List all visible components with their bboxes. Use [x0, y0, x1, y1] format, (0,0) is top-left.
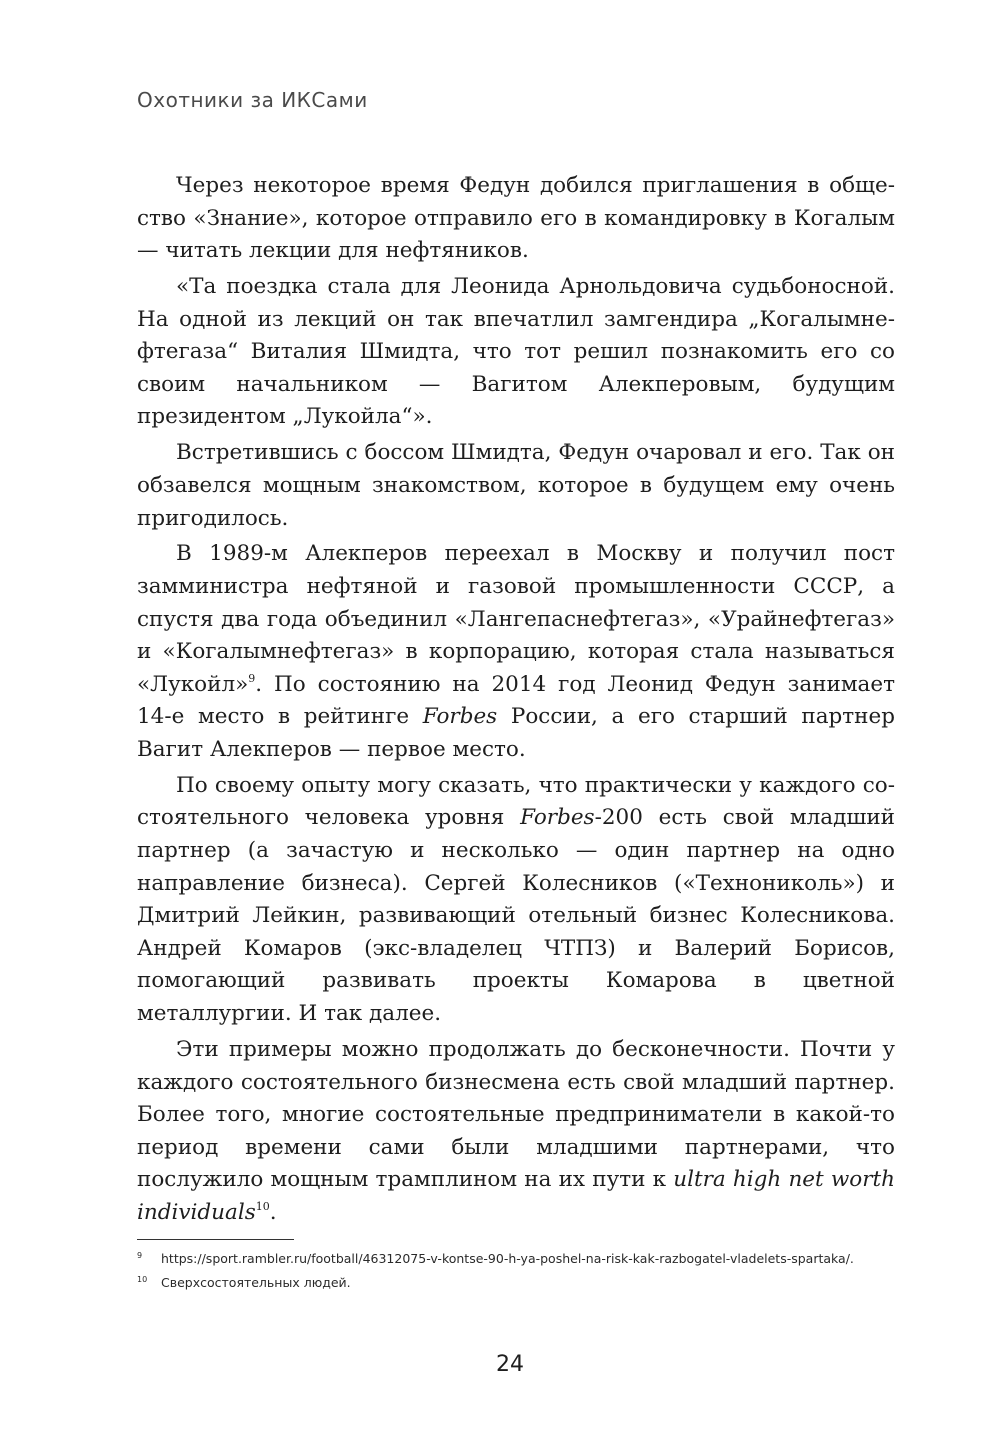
footnote: [137, 1273, 907, 1297]
paragraph-text: В 1989-м Алекперов переехал в Москву и получил пост замминистра нефтяной и газовой промышленности СССР, а спустя два года объединил «Лангепаснефтегаз», «Урайнефтегаз» и «Когалымнефтегаз» в корпорацию, которая стала называться «Лукойл»: [137, 541, 895, 697]
running-head: Охотники за ИКСами: [137, 88, 368, 112]
italic-term: ultra high net worth individuals: [137, 1167, 895, 1225]
main-text: [137, 170, 895, 1233]
footnote-number: 9: [137, 1251, 143, 1260]
paragraph: [137, 770, 895, 1031]
italic-term: Forbes: [520, 805, 595, 831]
footnote-number: 10: [137, 1275, 148, 1284]
footnote-divider: [137, 1239, 294, 1240]
paragraph-text: Эти примеры можно продолжать до бесконечности. Почти у каждого состоятельного бизнесмена есть свой младший партнер. Более того, многие состоятельные предприниматели в какой-то период времени сами были младшими партнерами, что послужило мощным трамплином на их пути к: [137, 1036, 895, 1193]
paragraph-text: .: [269, 1199, 277, 1225]
paragraph: [137, 1034, 895, 1230]
footnotes: [137, 1249, 907, 1297]
footnote-reference[interactable]: 9: [248, 671, 256, 685]
paragraph: [137, 538, 895, 766]
footnote-link[interactable]: https://sport.rambler.ru/football/46312075-v-kontse-90-h-ya-poshel-na-risk-kak-razbogatel-vladelets-spartaka/.: [161, 1251, 854, 1266]
footnote-text: Сверхсостоятельных людей.: [161, 1275, 351, 1290]
paragraph-text: -200 есть свой младший партнер (а зачастую и несколько — один партнер на одно направление бизнеса). Сергей Колесников («Технониколь») и Дмитрий Лейкин, развивающий отельный бизнес Колесникова. Андрей Комаров (экс-владелец ЧТПЗ) и Валерий Борисов, помогающий развивать проекты Комарова в цветной металлургии. И так далее.: [137, 805, 895, 1027]
paragraph: «Та поездка стала для Леонида Арнольдовича судьбоносной. На одной из лекций он так впечатлил замгендира „Когалымнефтегаза“ Виталия Шмидта, что тот решил познакомить его со своим начальником — Вагитом Алекперовым, будущим президентом „Лукойла“».: [137, 274, 895, 430]
page-number: 24: [496, 1352, 524, 1377]
footnote: [137, 1249, 907, 1273]
paragraph-text: . По состоянию на 2014 год Леонид Федун занимает 14-е место в рейтинге: [137, 671, 895, 730]
italic-term: Forbes: [422, 704, 498, 730]
paragraph-text: России, а его старший партнер Вагит Алекперов — первое место.: [137, 704, 895, 762]
paragraph-text: По своему опыту могу сказать, что практически у каждого состоятельного человека уровня: [137, 772, 895, 831]
footnote-reference[interactable]: 10: [255, 1199, 270, 1213]
paragraph: Встретившись с боссом Шмидта, Федун очаровал и его. Так он обзавелся мощным знакомством, которое в будущем ему очень пригодилось.: [137, 440, 895, 531]
paragraph: Через некоторое время Федун добился приглашения в общество «Знание», которое отправило его в командировку в Когалым — читать лекции для нефтяников.: [137, 173, 895, 264]
